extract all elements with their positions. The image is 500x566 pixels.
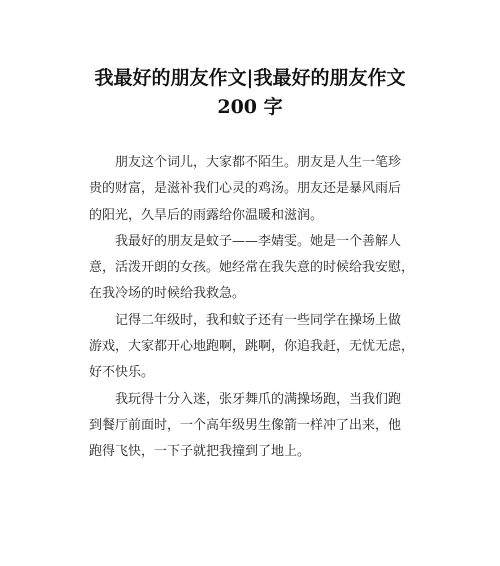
paragraph-1-line-1: 朋友这个词儿，大家都不陌生。朋友是人生一笔珍	[115, 155, 402, 170]
paragraph-2-line-1: 我最好的朋友是蚊子——李婧雯。她是一个善解人	[115, 233, 402, 249]
paragraph-4-line-1: 我玩得十分入迷，张牙舞爪的满操场跑，当我们跑	[115, 391, 402, 407]
title-line-2: 200 字	[217, 96, 283, 118]
title-line-1: 我最好的朋友作文|我最好的朋友作文	[94, 67, 406, 89]
paragraph-3-line-2: 游戏，大家都开心地跑啊，跳啊，你追我赶，无忧无虑，	[89, 339, 415, 355]
paragraph-2-line-2: 意，活泼开朗的女孩。她经常在我失意的时候给我安慰，	[89, 260, 415, 276]
paragraph-1-line-3: 的阳光，久旱后的雨露给你温暖和滋润。	[89, 207, 324, 223]
essay-body	[89, 150, 421, 466]
paragraph-4-line-2: 到餐厅前面时，一个高年级男生像箭一样冲了出来，他	[89, 417, 402, 433]
paragraph-3-line-3: 好不快乐。	[89, 365, 155, 381]
paragraph-4-line-3: 跑得飞快，一下子就把我撞到了地上。	[89, 444, 311, 460]
paragraph-2-line-3: 在我冷场的时候给我救急。	[89, 286, 246, 302]
paragraph-1-line-2: 贵的财富，是滋补我们心灵的鸡汤。朋友还是暴风雨后	[89, 181, 402, 197]
paragraph-3-line-1: 记得二年级时，我和蚊子还有一些同学在操场上做	[115, 312, 402, 328]
